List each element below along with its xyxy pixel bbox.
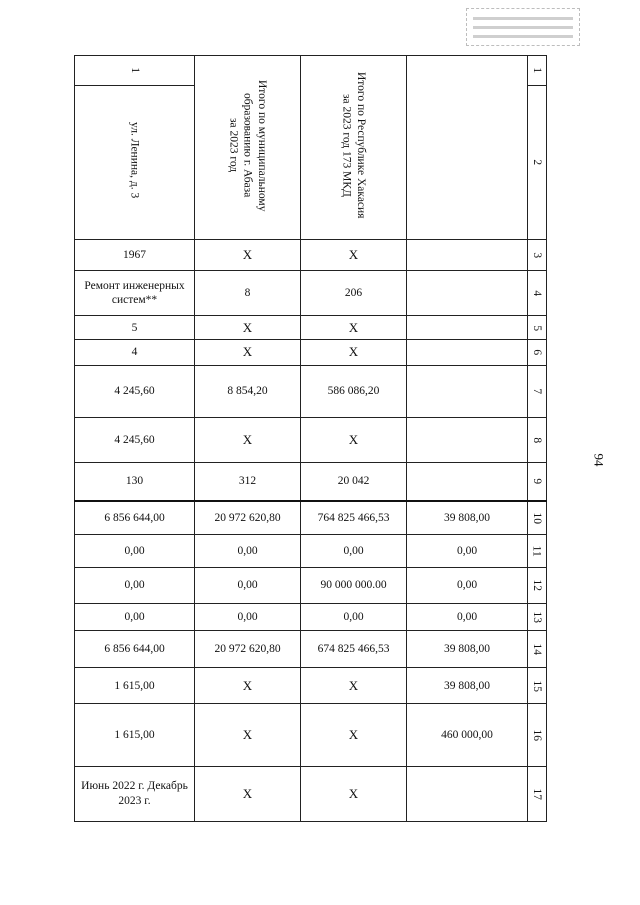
row-number: 6 bbox=[528, 340, 547, 365]
row-number: 16 bbox=[528, 704, 547, 766]
column-header-4 bbox=[407, 56, 528, 240]
table-row bbox=[75, 630, 547, 667]
table-cell: 6 856 644,00 bbox=[75, 501, 195, 535]
table-cell: X bbox=[301, 668, 407, 704]
table-row bbox=[75, 501, 547, 535]
table-cell: Июнь 2022 г. Декабрь 2023 г. bbox=[75, 766, 195, 821]
table-cell: X bbox=[301, 766, 407, 821]
row-number: 5 bbox=[528, 316, 547, 340]
table-row bbox=[75, 417, 547, 462]
table-cell: 1967 bbox=[75, 239, 195, 270]
row-number: 3 bbox=[528, 239, 547, 270]
column-header-line: Итого по Республике Хакасия bbox=[354, 72, 367, 219]
table-row bbox=[75, 668, 547, 704]
row-number: 10 bbox=[528, 501, 547, 535]
table-cell: X bbox=[195, 417, 301, 462]
data-table bbox=[74, 55, 547, 822]
table-row bbox=[75, 365, 547, 417]
table-row bbox=[75, 239, 547, 270]
table-cell: 39 808,00 bbox=[407, 630, 528, 667]
table-cell: 39 808,00 bbox=[407, 668, 528, 704]
table-cell: X bbox=[301, 417, 407, 462]
table-cell bbox=[407, 340, 528, 365]
table-cell: 4 bbox=[75, 340, 195, 365]
table-cell: X bbox=[301, 704, 407, 766]
column-header-line: за 2023 год 173 МКД bbox=[340, 93, 353, 197]
table-cell: 312 bbox=[195, 463, 301, 501]
table-cell: 0,00 bbox=[407, 535, 528, 567]
row-number: 7 bbox=[528, 365, 547, 417]
table-cell: X bbox=[301, 340, 407, 365]
table-cell: 8 854,20 bbox=[195, 365, 301, 417]
table-cell: 6 856 644,00 bbox=[75, 630, 195, 667]
table-cell: 206 bbox=[301, 271, 407, 316]
table-cell bbox=[407, 766, 528, 821]
table-cell: X bbox=[195, 239, 301, 270]
table-cell: 130 bbox=[75, 463, 195, 501]
table-cell: X bbox=[301, 316, 407, 340]
table-cell: 0,00 bbox=[195, 603, 301, 630]
table-cell bbox=[407, 463, 528, 501]
table-cell: 0,00 bbox=[75, 567, 195, 603]
table-cell: X bbox=[301, 239, 407, 270]
table-cell: Ремонт инженерных систем** bbox=[75, 271, 195, 316]
table-cell: 764 825 466,53 bbox=[301, 501, 407, 535]
column-header-line: Итого по муниципальному bbox=[256, 79, 269, 212]
table-cell: X bbox=[195, 340, 301, 365]
header-number-row bbox=[75, 56, 547, 86]
table-row bbox=[75, 316, 547, 340]
row-number: 17 bbox=[528, 766, 547, 821]
table-cell: 20 042 bbox=[301, 463, 407, 501]
approval-stamp bbox=[466, 8, 580, 46]
table-cell: 4 245,60 bbox=[75, 365, 195, 417]
table-cell: 460 000,00 bbox=[407, 704, 528, 766]
table-cell: 0,00 bbox=[407, 603, 528, 630]
table-cell: X bbox=[195, 668, 301, 704]
row-number: 15 bbox=[528, 668, 547, 704]
column-header-line: образованию г. Абаза bbox=[241, 93, 254, 198]
row-number: 1 bbox=[528, 56, 547, 86]
table-cell: 5 bbox=[75, 316, 195, 340]
table-cell: 20 972 620,80 bbox=[195, 501, 301, 535]
table-cell: 90 000 000.00 bbox=[301, 567, 407, 603]
table-row bbox=[75, 463, 547, 501]
row-number: 13 bbox=[528, 603, 547, 630]
col1-number: 1 bbox=[75, 56, 195, 86]
table-cell: 4 245,60 bbox=[75, 417, 195, 462]
table-cell: X bbox=[195, 704, 301, 766]
table-cell: 20 972 620,80 bbox=[195, 630, 301, 667]
table-cell: 39 808,00 bbox=[407, 501, 528, 535]
table-row bbox=[75, 704, 547, 766]
column-header-line: за 2023 год bbox=[227, 118, 240, 173]
table-row bbox=[75, 567, 547, 603]
table-row bbox=[75, 535, 547, 567]
row-number: 14 bbox=[528, 630, 547, 667]
row-number: 8 bbox=[528, 417, 547, 462]
table-cell: X bbox=[195, 766, 301, 821]
row-number: 12 bbox=[528, 567, 547, 603]
table-cell bbox=[407, 239, 528, 270]
table-row bbox=[75, 603, 547, 630]
table-cell bbox=[407, 316, 528, 340]
table-cell bbox=[407, 417, 528, 462]
table-cell: 674 825 466,53 bbox=[301, 630, 407, 667]
table-row bbox=[75, 271, 547, 316]
table-row bbox=[75, 766, 547, 821]
row-number: 4 bbox=[528, 271, 547, 316]
table-cell: 0,00 bbox=[195, 567, 301, 603]
row-number: 2 bbox=[528, 86, 547, 240]
table-cell: 0,00 bbox=[407, 567, 528, 603]
table-cell: 1 615,00 bbox=[75, 668, 195, 704]
table-cell: 0,00 bbox=[195, 535, 301, 567]
table-cell: 8 bbox=[195, 271, 301, 316]
row-number: 9 bbox=[528, 463, 547, 501]
table-row bbox=[75, 340, 547, 365]
row-number: 11 bbox=[528, 535, 547, 567]
table-cell: 0,00 bbox=[301, 603, 407, 630]
table-cell bbox=[407, 271, 528, 316]
table-cell: 0,00 bbox=[301, 535, 407, 567]
table-cell bbox=[407, 365, 528, 417]
table-cell: X bbox=[195, 316, 301, 340]
column-header-1: ул. Ленина, д. 3 bbox=[75, 86, 195, 240]
column-header-3 bbox=[301, 56, 407, 240]
column-header-2 bbox=[195, 56, 301, 240]
table-cell: 586 086,20 bbox=[301, 365, 407, 417]
table-cell: 0,00 bbox=[75, 535, 195, 567]
table-cell: 0,00 bbox=[75, 603, 195, 630]
page-number: 94 bbox=[591, 453, 607, 467]
table-cell: 1 615,00 bbox=[75, 704, 195, 766]
